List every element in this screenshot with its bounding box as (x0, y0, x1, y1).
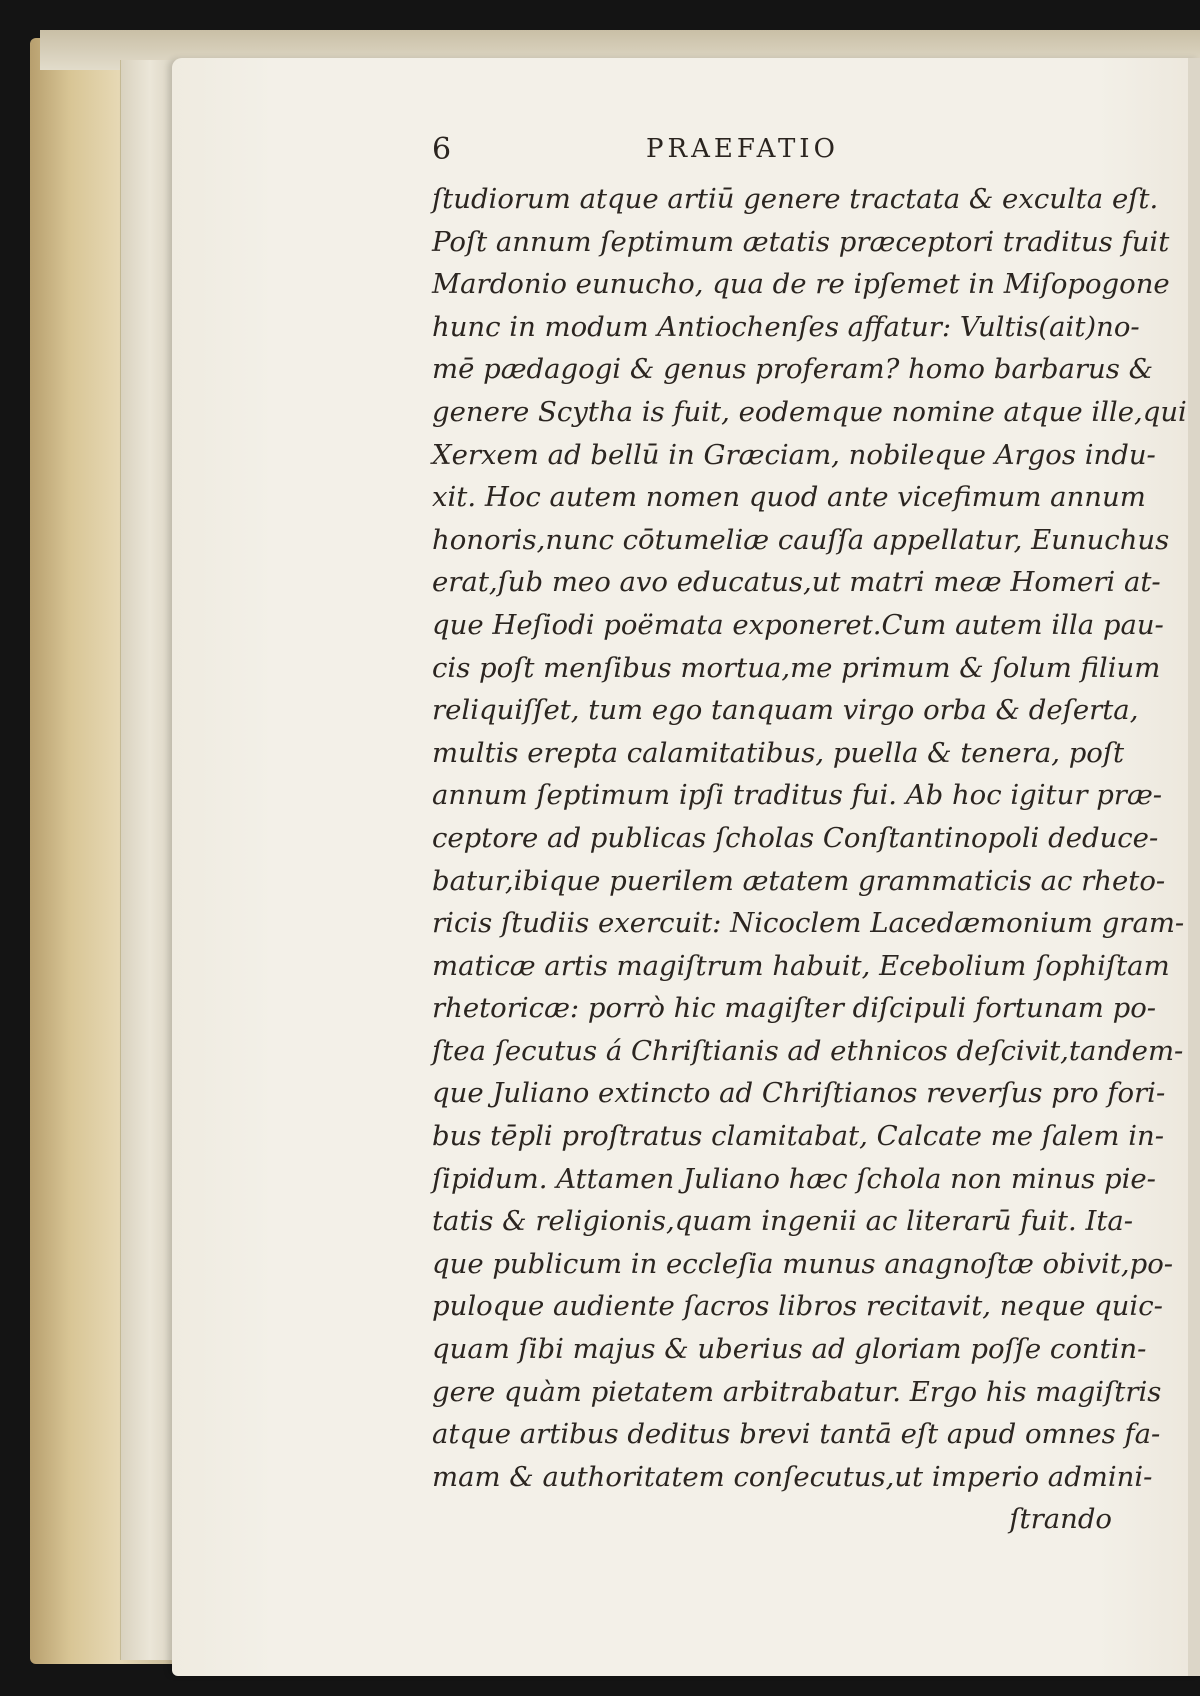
text-line: cis poſt menſibus mortua,me primum & ſolum filium (432, 651, 1161, 684)
text-line: que publicum in eccleſia munus anagnoſtæ obivit,po- (432, 1247, 1174, 1280)
text-line: mam & authoritatem conſecutus,ut imperio admini- (432, 1460, 1153, 1493)
text-line: Poſt annum ſeptimum ætatis præceptori traditus fuit (432, 225, 1170, 258)
text-line: batur,ibique puerilem ætatem grammaticis ac rheto- (432, 864, 1166, 897)
catchword-line: ſtrando (1009, 1503, 1112, 1536)
text-line: erat,ſub meo avo educatus,ut matri meæ Homeri at- (432, 566, 1161, 599)
text-line: que Juliano extincto ad Chriſtianos reverſus pro fori- (432, 1077, 1166, 1110)
text-line: reliquiſſet, tum ego tanquam virgo orba & deſerta, (432, 694, 1139, 727)
page-right-edge (1188, 58, 1200, 1676)
page-header (432, 130, 1112, 178)
running-head: PRAEFATIO (646, 134, 839, 164)
text-line: ſipidum. Attamen Juliano hæc ſchola non minus pie- (432, 1162, 1156, 1195)
text-line: honoris,nunc cōtumeliæ cauſſa appellatur, Eunuchus (432, 523, 1170, 556)
text-line: xit. Hoc autem nomen quod ante vicefimum annum (432, 481, 1146, 514)
text-line: que Heſiodi poëmata exponeret.Cum autem illa pau- (432, 608, 1164, 641)
text-line: rhetoricæ: porrò hic magiſter diſcipuli fortunam po- (432, 992, 1157, 1025)
text-line: ceptore ad publicas ſcholas Conſtantinopoli deduce- (432, 821, 1159, 854)
text-line: ricis ſtudiis exercuit: Nicoclem Lacedæmonium gram- (432, 907, 1185, 940)
text-line: atque artibus deditus brevi tantā eſt apud omnes fa- (432, 1418, 1161, 1451)
text-line: ſtea ſecutus á Chriſtianis ad ethnicos deſcivit,tandem- (432, 1034, 1184, 1067)
text-line: multis erepta calamitatibus, puella & tenera, poſt (432, 736, 1125, 769)
text-line: genere Scytha is fuit, eodemque nomine atque ille,qui (432, 395, 1187, 428)
text-line: tatis & religionis,quam ingenii ac literarū fuit. Ita- (432, 1205, 1134, 1238)
text-line: Mardonio eunucho, qua de re ipſemet in Miſopogone (432, 268, 1170, 301)
page-text-block (432, 130, 1187, 1541)
text-line: ſtudiorum atque artiū genere tractata & exculta eſt. (432, 183, 1159, 215)
text-line: Xerxem ad bellū in Græciam, nobileque Argos indu- (432, 438, 1156, 471)
text-line: hunc in modum Antiochenſes affatur: Vultis(ait)no- (432, 310, 1140, 343)
page-number: 6 (432, 132, 452, 167)
text-line: mē pædagogi & genus proferam? homo barbarus & (432, 353, 1154, 386)
text-line: annum ſeptimum ipſi traditus fui. Ab hoc igitur præ- (432, 779, 1163, 812)
text-line: bus tēpli proſtratus clamitabat, Calcate me ſalem in- (432, 1120, 1165, 1153)
text-line: quam ſibi majus & uberius ad gloriam poſſe contin- (432, 1333, 1147, 1366)
text-line: maticæ artis magiſtrum habuit, Ecebolium ſophiſtam (432, 949, 1170, 982)
text-line: puloque audiente ſacros libros recitavit, neque quic- (432, 1290, 1163, 1323)
body-text (432, 178, 1187, 1541)
text-line: gere quàm pietatem arbitrabatur. Ergo his magiſtris (432, 1375, 1162, 1408)
page-stack-edge (120, 60, 179, 1660)
